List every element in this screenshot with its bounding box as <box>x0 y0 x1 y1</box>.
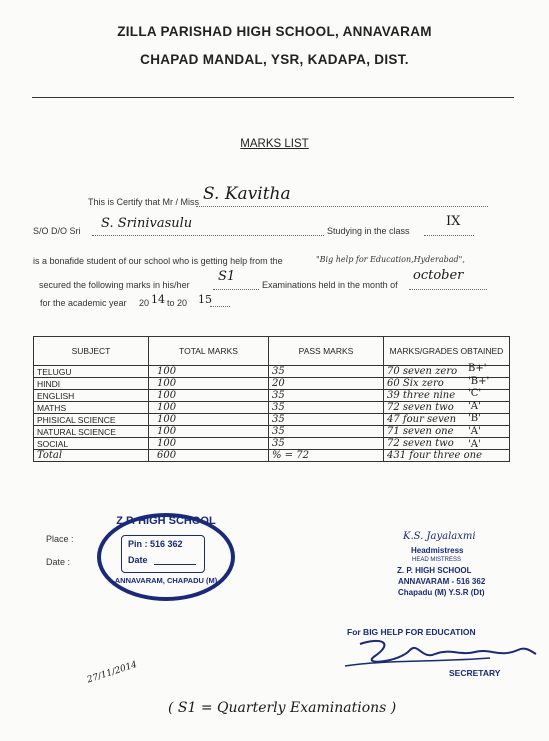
grade-value: 'C' <box>468 388 482 400</box>
col-obtained: MARKS/GRADES OBTAINED <box>384 337 510 366</box>
cert-line2-prefix: S/O D/O Sri <box>33 226 81 236</box>
seal-date-line <box>154 564 196 565</box>
col-subject: SUBJECT <box>34 337 149 366</box>
pass-marks-cell: 35 <box>269 426 384 438</box>
subject-cell: MATHS <box>34 402 149 414</box>
footnote: ( S1 = Quarterly Examinations ) <box>168 700 397 716</box>
table-row <box>34 438 510 450</box>
pass-marks-cell: % = 72 <box>269 450 384 462</box>
subject-cell: Total <box>34 450 149 462</box>
year-dotted-line <box>210 306 230 307</box>
table-row <box>34 450 510 462</box>
school-name: ZILLA PARISHAD HIGH SCHOOL, ANNAVARAM <box>117 24 432 39</box>
grade-value: 'A' <box>468 425 481 437</box>
exam-value: S1 <box>218 269 236 284</box>
seal-bottom-text: ANNAVARAM, CHAPADU (M) <box>114 576 218 585</box>
grade-value: 'B' <box>468 413 481 425</box>
obtained-cell: 431 four three one <box>384 450 510 462</box>
obtained-cell: 72 seven two <box>384 438 510 450</box>
hm-title-4: ANNAVARAM - 516 362 <box>398 577 486 586</box>
col-total: TOTAL MARKS <box>149 337 269 366</box>
exam-dotted-line <box>213 289 259 290</box>
school-seal <box>97 513 235 601</box>
subject-cell: NATURAL SCIENCE <box>34 426 149 438</box>
grade-value <box>468 451 489 464</box>
handwritten-date: 27/11/2014 <box>86 659 139 686</box>
grade-value: 'A' <box>468 438 481 450</box>
total-marks-cell: 100 <box>149 438 269 450</box>
secretary-label: SECRETARY <box>449 668 501 678</box>
obtained-cell: 39 three nine <box>384 390 510 402</box>
date-label: Date : <box>46 557 71 567</box>
seal-inner-box <box>121 535 205 573</box>
grade-value: 'A' <box>468 400 481 412</box>
total-marks-cell: 100 <box>149 414 269 426</box>
hm-title-3: Z. P. HIGH SCHOOL <box>397 566 472 575</box>
year-to: to 20 <box>167 298 188 308</box>
pass-marks-cell: 35 <box>269 402 384 414</box>
table-row <box>34 426 510 438</box>
school-address: CHAPAD MANDAL, YSR, KADAPA, DIST. <box>140 52 409 67</box>
hm-title-2: HEAD MISTRESS <box>412 557 462 563</box>
page-title: MARKS LIST <box>240 138 309 150</box>
year-end: 15 <box>198 293 212 306</box>
obtained-cell: 70 seven zero <box>384 366 510 378</box>
subject-cell: PHISICAL SCIENCE <box>34 414 149 426</box>
obtained-cell: 47 four seven <box>384 414 510 426</box>
pass-marks-cell: 35 <box>269 390 384 402</box>
pass-marks-cell: 20 <box>269 378 384 390</box>
total-marks-cell: 100 <box>149 402 269 414</box>
org-name: "Big help for Education,Hyderabad", <box>316 255 465 264</box>
header-divider <box>32 97 514 98</box>
total-marks-cell: 100 <box>149 366 269 378</box>
student-name: S. Kavitha <box>203 184 291 204</box>
pass-marks-cell: 35 <box>269 414 384 426</box>
total-marks-cell: 100 <box>149 378 269 390</box>
marks-table <box>33 336 510 462</box>
table-row <box>34 366 510 378</box>
cert-line1-prefix: This is Certify that Mr / Miss <box>88 197 200 207</box>
cert-line5-prefix: for the academic year <box>40 298 127 308</box>
total-marks-cell: 100 <box>149 426 269 438</box>
grades-column <box>468 363 489 464</box>
month-value: october <box>413 268 464 283</box>
seal-top-text: Z.P. HIGH SCHOOL <box>116 515 216 527</box>
total-marks-cell: 100 <box>149 390 269 402</box>
hm-signature: K.S. Jayalaxmi <box>403 531 476 542</box>
subject-cell: HINDI <box>34 378 149 390</box>
class-value: IX <box>446 214 461 229</box>
year-start: 14 <box>151 293 165 306</box>
table-row <box>34 378 510 390</box>
subject-cell: TELUGU <box>34 366 149 378</box>
studying-text: Studying in the class <box>327 226 410 236</box>
seal-pin: Pin : 516 362 <box>128 539 183 549</box>
pass-marks-cell: 35 <box>269 438 384 450</box>
table-header-row <box>34 337 510 366</box>
seal-date: Date <box>128 555 148 565</box>
table-row <box>34 390 510 402</box>
org-stamp: For BIG HELP FOR EDUCATION <box>347 627 476 637</box>
pass-marks-cell: 35 <box>269 366 384 378</box>
table-row <box>34 414 510 426</box>
total-marks-cell: 600 <box>149 450 269 462</box>
secretary-signature-icon <box>340 632 540 674</box>
obtained-cell: 60 Six zero <box>384 378 510 390</box>
place-label: Place : <box>46 534 74 544</box>
hm-title-5: Chapadu (M) Y.S.R (Dt) <box>398 588 485 597</box>
marks-table-body <box>34 366 510 462</box>
col-pass: PASS MARKS <box>269 337 384 366</box>
year-start-prefix: 20 <box>139 298 150 308</box>
cert-line4-mid: Examinations held in the month of <box>262 280 398 290</box>
cert-line4-prefix: secured the following marks in his/her <box>39 280 190 290</box>
class-dotted-line <box>424 235 474 236</box>
subject-cell: SOCIAL <box>34 438 149 450</box>
hm-title-1: Headmistress <box>411 546 464 555</box>
obtained-cell: 71 seven one <box>384 426 510 438</box>
name-dotted-line <box>196 206 488 207</box>
subject-cell: ENGLISH <box>34 390 149 402</box>
parent-name: S. Srinivasulu <box>101 216 193 231</box>
month-dotted-line <box>409 289 487 290</box>
table-row <box>34 402 510 414</box>
cert-line3: is a bonafide student of our school who is getting help from the <box>33 256 283 266</box>
grade-value: 'B+' <box>468 375 490 387</box>
grade-value: B+' <box>468 363 487 374</box>
parent-dotted-line <box>92 235 324 236</box>
obtained-cell: 72 seven two <box>384 402 510 414</box>
